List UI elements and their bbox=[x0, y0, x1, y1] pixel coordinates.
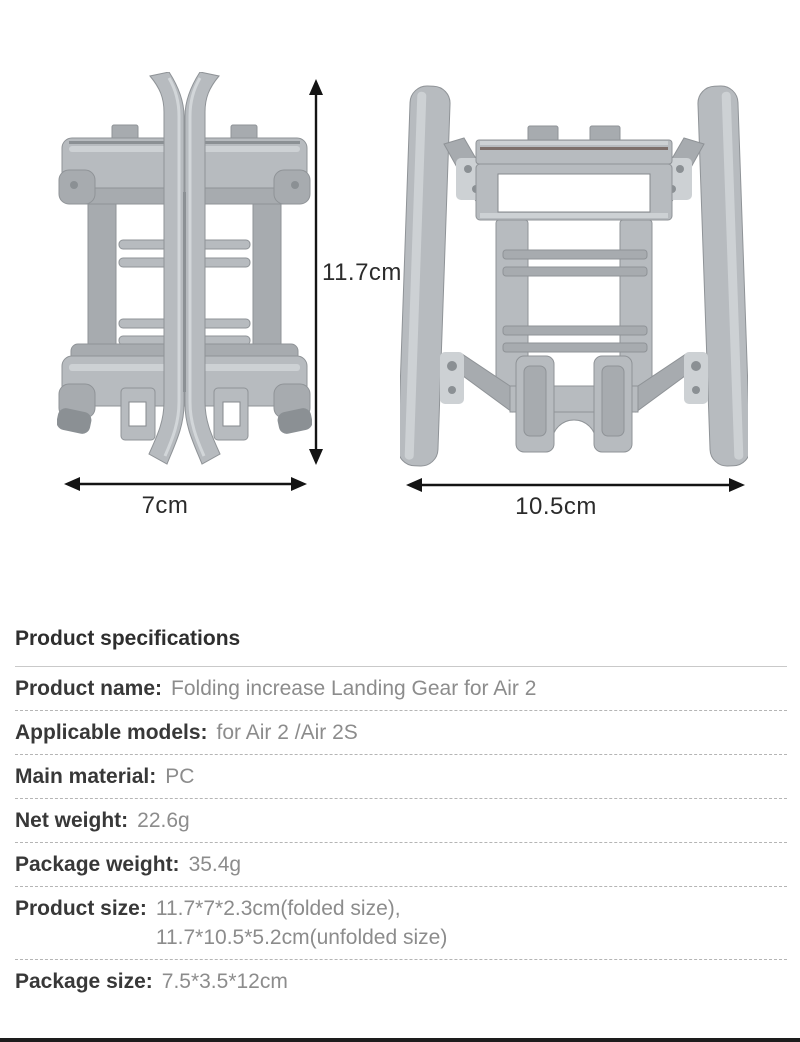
spec-label: Package size: bbox=[15, 970, 153, 993]
spec-row-main-material bbox=[15, 755, 787, 799]
folded-product-image bbox=[57, 72, 312, 467]
spec-row-net-weight bbox=[15, 799, 787, 843]
folded-width-dimension-arrow bbox=[64, 475, 307, 493]
unfolded-width-dimension-arrow bbox=[406, 476, 745, 494]
spec-label: Net weight: bbox=[15, 809, 129, 832]
specifications-title: Product specifications bbox=[15, 620, 787, 667]
spec-value: 35.4g bbox=[188, 853, 242, 876]
spec-value-line1: 11.7*7*2.3cm(folded size), bbox=[155, 897, 401, 920]
section-divider-bar bbox=[0, 1038, 800, 1042]
spec-row-applicable-models bbox=[15, 711, 787, 755]
spec-value: 7.5*3.5*12cm bbox=[161, 970, 288, 993]
folded-width-dimension-label: 7cm bbox=[141, 492, 189, 519]
spec-value bbox=[156, 896, 447, 950]
unfolded-width-dimension-label: 10.5cm bbox=[515, 493, 597, 520]
unfolded-product-image bbox=[400, 80, 748, 470]
spec-value-line2: 11.7*10.5*5.2cm(unfolded size) bbox=[155, 926, 448, 949]
spec-row-package-weight bbox=[15, 843, 787, 887]
spec-value: for Air 2 /Air 2S bbox=[216, 721, 358, 744]
spec-value: PC bbox=[165, 765, 195, 788]
spec-label: Product name: bbox=[15, 677, 163, 700]
spec-label: Main material: bbox=[15, 765, 157, 788]
specifications-section bbox=[15, 620, 787, 1003]
spec-row-package-size bbox=[15, 960, 787, 1003]
spec-value: Folding increase Landing Gear for Air 2 bbox=[171, 677, 537, 700]
height-dimension-label: 11.7cm bbox=[322, 259, 402, 286]
spec-row-product-size bbox=[15, 887, 787, 960]
spec-label: Applicable models: bbox=[15, 721, 208, 744]
spec-label: Package weight: bbox=[15, 853, 180, 876]
spec-row-product-name bbox=[15, 667, 787, 711]
spec-label: Product size: bbox=[15, 897, 147, 920]
spec-value: 22.6g bbox=[137, 809, 190, 832]
